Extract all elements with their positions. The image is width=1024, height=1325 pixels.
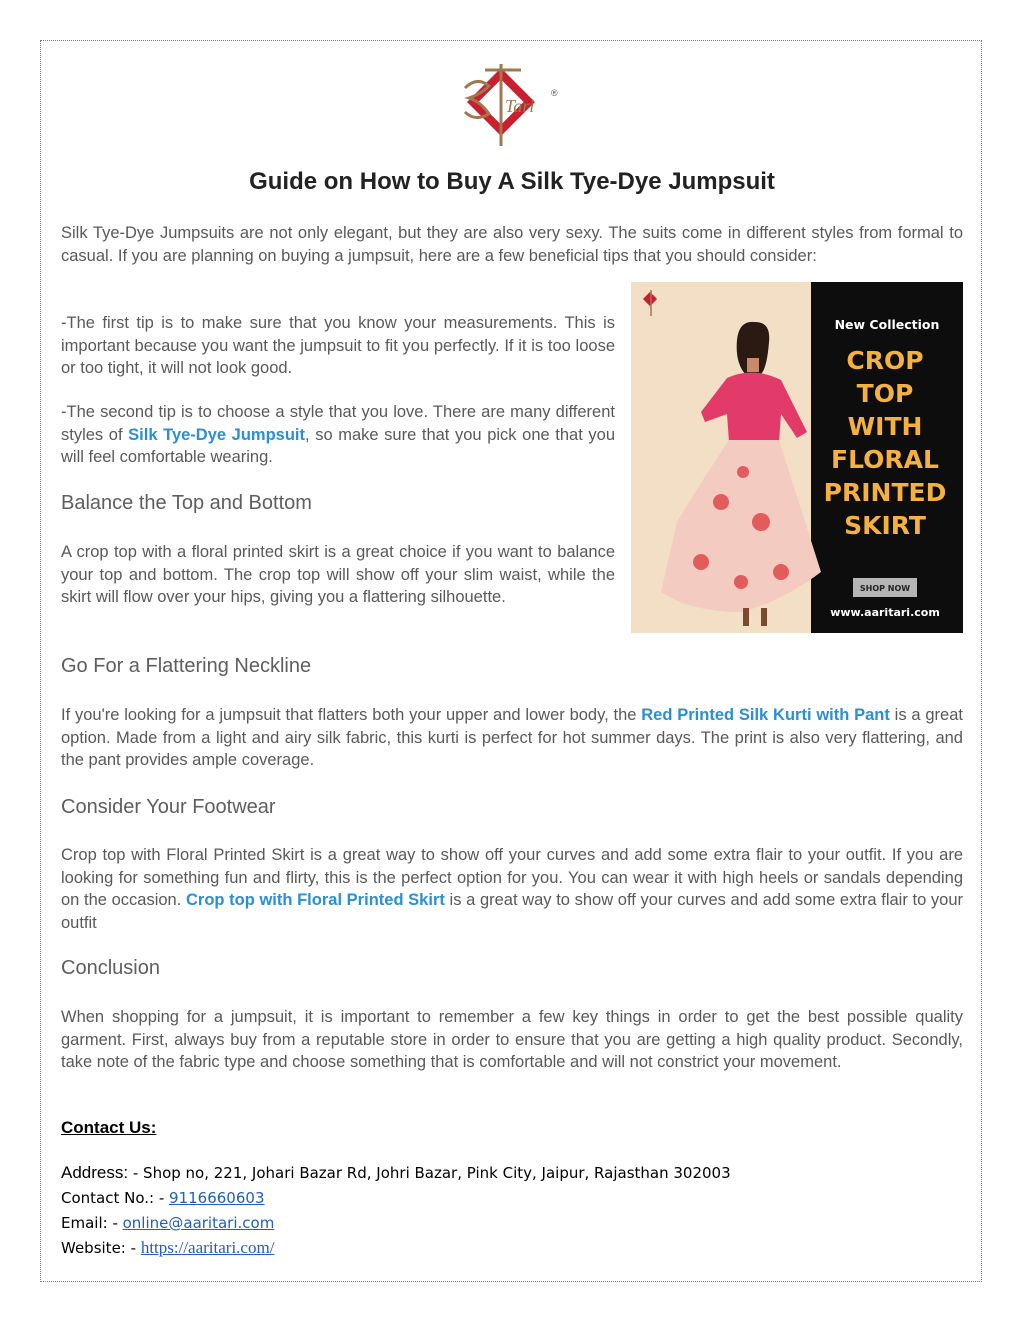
address-value: - Shop no, 221, Johari Bazar Rd, Johri Bazar, Pink City, Jaipur, Rajasthan 302003: [128, 1164, 731, 1182]
tip-one-paragraph: -The first tip is to make sure that you know your measurements. This is important because you want the jumpsuit to fit you perfectly. If it is too loose or too tight, it will not look good.: [61, 314, 615, 377]
banner-line-printed: PRINTED: [823, 478, 947, 507]
banner-line-floral: FLORAL: [831, 445, 939, 474]
email-link[interactable]: online@aaritari.com: [122, 1214, 275, 1232]
aaritari-logo: [455, 58, 565, 150]
address-line: [61, 1163, 731, 1183]
heading-conclusion: Conclusion: [61, 957, 160, 979]
footwear-paragraph: [61, 844, 963, 934]
address-label: Address:: [61, 1163, 129, 1182]
banner-url: www.aaritari.com: [830, 606, 940, 619]
neckline-paragraph: [61, 704, 963, 772]
conclusion-paragraph: When shopping for a jumpsuit, it is important to remember a few key things in order to get the best possible quality garment. First, always buy from a reputable store in order to ensure that you are getting a high quality product. Secondly, take note of the fabric type and choose something that is comfortable and will not constrict your movement.: [61, 1008, 963, 1071]
new-collection-label: New Collection: [834, 317, 940, 332]
shop-now-button: SHOP NOW: [859, 584, 911, 593]
intro-paragraph: Silk Tye-Dye Jumpsuits are not only elegant, but they are also very sexy. The suits come in different styles from formal to casual. If you are planning on buying a jumpsuit, here are a few beneficial tips that you should consider:: [61, 224, 963, 265]
banner-line-crop: CROP: [846, 346, 924, 375]
phone-label: Contact No.: -: [61, 1189, 170, 1207]
heading-footwear: Consider Your Footwear: [61, 796, 276, 818]
email-label: Email: -: [61, 1214, 123, 1232]
website-line: [61, 1238, 274, 1258]
contact-heading: Contact Us:: [61, 1118, 157, 1137]
crop-top-floral-skirt-link[interactable]: Crop top with Floral Printed Skirt: [185, 891, 445, 909]
banner-line-top: TOP: [856, 379, 914, 408]
red-printed-silk-kurti-link[interactable]: Red Printed Silk Kurti with Pant: [641, 706, 890, 724]
heading-balance: Balance the Top and Bottom: [61, 492, 312, 514]
logo-graphic: [455, 58, 565, 150]
logo-text: Tari: [505, 96, 535, 116]
heading-neckline: Go For a Flattering Neckline: [61, 655, 312, 677]
website-label: Website: -: [61, 1239, 141, 1257]
footwear-text-end: is a great way to show off your curves and add some extra flair to your outfit: [61, 891, 964, 932]
page-title: Guide on How to Buy A Silk Tye-Dye Jumpsuit: [249, 168, 775, 195]
banner-graphic: [631, 282, 963, 633]
balance-paragraph: A crop top with a floral printed skirt is a great choice if you want to balance your top and bottom. The crop top will show off your slim waist, while the skirt will flow over your hips, giving you a flattering silhouette.: [61, 543, 615, 606]
phone-line: [61, 1189, 264, 1207]
tip-two-paragraph: [61, 401, 615, 469]
banner-line-skirt: SKIRT: [844, 511, 926, 540]
footwear-text: Crop top with Floral Printed Skirt is a great way to show off your curves and add some extra flair to your outfit. If you are looking for something fun and flirty, this is the perfect option for you. You can wear it with high heels or sandals depending on the occasion.: [61, 846, 963, 909]
crop-top-banner[interactable]: [631, 282, 963, 633]
tip-two-text-end: , so make sure that you pick one that you will feel comfortable wearing.: [61, 425, 615, 466]
tip-two-text: -The second tip is to choose a style that you love. There are many different styles of: [61, 403, 615, 444]
banner-line-with: WITH: [847, 412, 923, 441]
website-link[interactable]: https://aaritari.com/: [140, 1238, 275, 1257]
registered-mark: ®: [551, 88, 558, 98]
neckline-text: If you're looking for a jumpsuit that flatters both your upper and lower body, the: [61, 706, 642, 724]
neckline-text-end: is a great option. Made from a light and airy silk fabric, this kurti is perfect for hot summer days. The print is also very flattering, and the pant provides ample coverage.: [61, 706, 963, 769]
phone-link[interactable]: 9116660603: [169, 1189, 265, 1207]
email-line: [61, 1214, 274, 1232]
silk-tye-dye-jumpsuit-link[interactable]: Silk Tye-Dye Jumpsuit: [128, 425, 306, 444]
